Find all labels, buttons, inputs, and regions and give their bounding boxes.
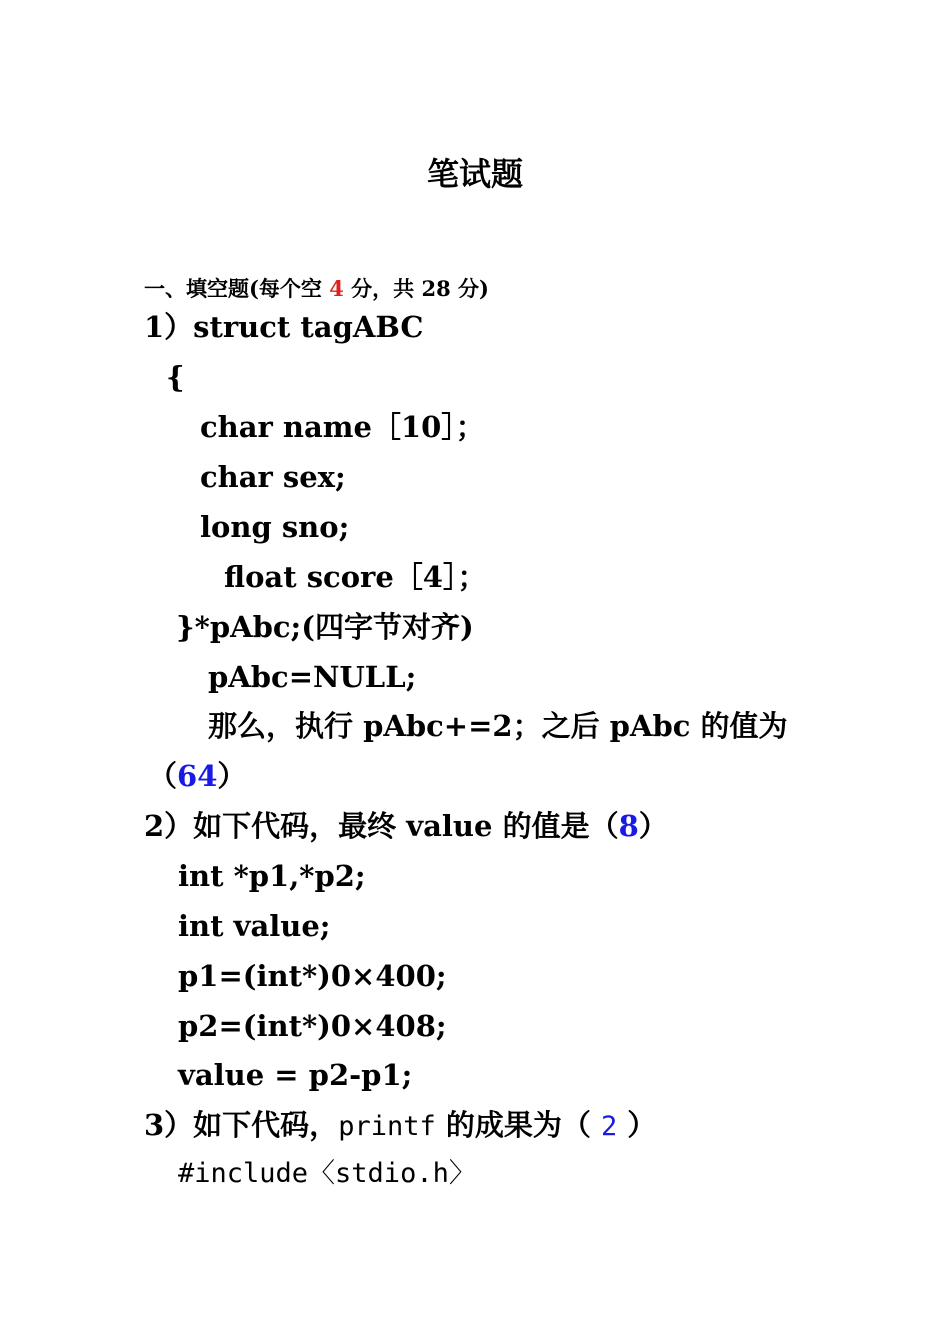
q2-header xyxy=(144,806,668,846)
q1-struct-close: }*pAbc;(四字节对齐) xyxy=(176,610,474,644)
q1-answer-line xyxy=(148,756,246,796)
q2-header-text: 2）如下代码，最终 value 的值是（ xyxy=(144,809,619,843)
q2-answer: 8 xyxy=(618,809,639,843)
q2-code-line: int *p1,*p2; xyxy=(178,859,366,893)
q2-header-close: ） xyxy=(638,809,668,843)
q1-header: 1）struct tagABC xyxy=(144,310,424,344)
q3-header-prefix: 3）如下代码， xyxy=(144,1108,339,1142)
q3-answer: 2 xyxy=(600,1111,618,1142)
points-each: 4 xyxy=(329,276,344,301)
q1-code-line: char sex; xyxy=(200,460,346,494)
q1-open-brace: { xyxy=(166,360,185,394)
page-title: 笔试题 xyxy=(426,155,523,193)
section-heading-prefix: 一、填空题(每个空 xyxy=(144,276,330,301)
section-heading-suffix: 分，共 28 分) xyxy=(343,276,489,301)
q3-header-suffix: 的成果为（ xyxy=(435,1108,601,1142)
q2-code-line: int value; xyxy=(178,909,331,943)
q1-question: 那么，执行 pAbc+=2；之后 pAbc 的值为 xyxy=(208,709,788,743)
q2-code-line: p2=(int*)0×408; xyxy=(178,1009,447,1043)
q1-paren-open: （ xyxy=(148,759,178,793)
q2-code-line: value = p2-p1; xyxy=(178,1058,413,1092)
q3-header xyxy=(144,1105,656,1147)
q3-header-code: printf xyxy=(338,1111,436,1142)
section-heading xyxy=(144,274,489,304)
q1-code-line: long sno; xyxy=(200,510,350,544)
q1-assign: pAbc=NULL; xyxy=(208,660,417,694)
q2-code-line: p1=(int*)0×400; xyxy=(178,959,447,993)
q3-include-line: #include〈stdio.h〉 xyxy=(178,1158,476,1189)
q1-code-line: char name［10］； xyxy=(200,410,485,444)
q1-code-line: float score［4］； xyxy=(224,560,487,594)
q1-answer: 64 xyxy=(177,759,218,793)
q1-paren-close: ） xyxy=(217,759,247,793)
q3-header-close: ） xyxy=(617,1108,657,1142)
